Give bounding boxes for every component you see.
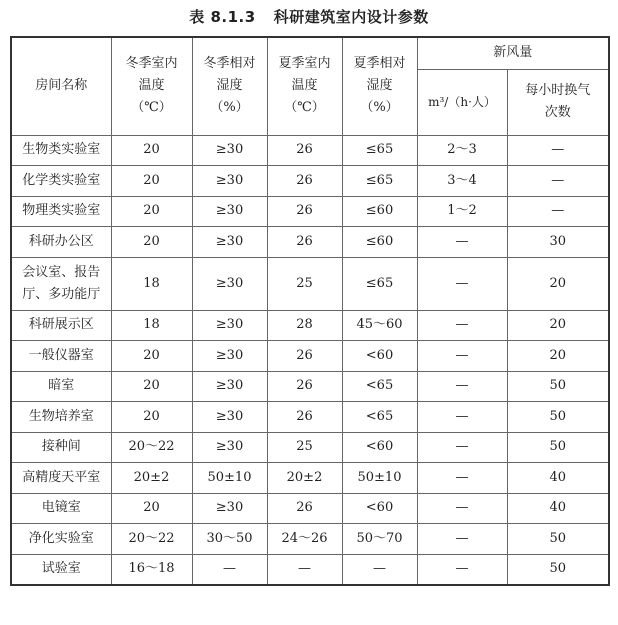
cell-summer-temp: 25 (267, 257, 342, 310)
cell-air-changes: 20 (507, 341, 609, 372)
cell-winter-temp: 20 (111, 135, 192, 166)
cell-summer-humidity: 50～70 (342, 524, 417, 555)
cell-winter-humidity: ≥30 (192, 196, 267, 227)
header-fresh-air: 新风量 (417, 37, 609, 69)
cell-summer-humidity: <65 (342, 402, 417, 433)
cell-winter-temp: 20～22 (111, 432, 192, 463)
cell-air-changes: 30 (507, 227, 609, 258)
table-row (11, 166, 609, 197)
table-header (11, 37, 609, 135)
table-row (11, 371, 609, 402)
cell-summer-humidity: ≤65 (342, 166, 417, 197)
table-row (11, 463, 609, 494)
cell-winter-temp: 20 (111, 196, 192, 227)
cell-fresh-air-per-person: — (417, 257, 507, 310)
cell-summer-temp: — (267, 554, 342, 585)
table-row (11, 310, 609, 341)
cell-summer-humidity: <60 (342, 432, 417, 463)
cell-room-name: 生物类实验室 (11, 135, 111, 166)
cell-summer-humidity: 50±10 (342, 463, 417, 494)
table-row (11, 196, 609, 227)
cell-summer-humidity: ≤60 (342, 227, 417, 258)
cell-summer-temp: 20±2 (267, 463, 342, 494)
cell-summer-temp: 28 (267, 310, 342, 341)
cell-winter-temp: 20 (111, 493, 192, 524)
cell-air-changes: — (507, 196, 609, 227)
cell-room-name: 电镜室 (11, 493, 111, 524)
table-row (11, 257, 609, 310)
cell-air-changes: 50 (507, 402, 609, 433)
table-row (11, 493, 609, 524)
cell-winter-temp: 20 (111, 341, 192, 372)
cell-summer-temp: 26 (267, 402, 342, 433)
cell-air-changes: 20 (507, 257, 609, 310)
cell-winter-temp: 16～18 (111, 554, 192, 585)
cell-winter-humidity: ≥30 (192, 310, 267, 341)
cell-fresh-air-per-person: — (417, 310, 507, 341)
cell-summer-temp: 26 (267, 196, 342, 227)
cell-room-name: 接种间 (11, 432, 111, 463)
cell-winter-temp: 20～22 (111, 524, 192, 555)
cell-winter-humidity: ≥30 (192, 402, 267, 433)
cell-room-name: 科研展示区 (11, 310, 111, 341)
header-room-name: 房间名称 (11, 37, 111, 135)
cell-room-name: 化学类实验室 (11, 166, 111, 197)
cell-winter-temp: 20±2 (111, 463, 192, 494)
cell-summer-temp: 24～26 (267, 524, 342, 555)
cell-air-changes: 50 (507, 554, 609, 585)
header-winter-humidity: 冬季相对 湿度 （%） (192, 37, 267, 135)
cell-air-changes: 50 (507, 432, 609, 463)
header-summer-temp: 夏季室内 温度 （℃） (267, 37, 342, 135)
cell-room-name: 会议室、报告 厅、多功能厅 (11, 257, 111, 310)
design-parameters-table (10, 36, 610, 586)
cell-air-changes: 50 (507, 524, 609, 555)
cell-air-changes: — (507, 135, 609, 166)
cell-summer-humidity: — (342, 554, 417, 585)
cell-room-name: 生物培养室 (11, 402, 111, 433)
table-row (11, 524, 609, 555)
cell-summer-humidity: ≤65 (342, 257, 417, 310)
cell-room-name: 科研办公区 (11, 227, 111, 258)
cell-winter-humidity: ≥30 (192, 432, 267, 463)
cell-room-name: 暗室 (11, 371, 111, 402)
cell-fresh-air-per-person: — (417, 227, 507, 258)
header-air-changes: 每小时换气 次数 (507, 69, 609, 135)
cell-winter-humidity: ≥30 (192, 135, 267, 166)
cell-winter-humidity: 50±10 (192, 463, 267, 494)
table-body (11, 135, 609, 585)
table-row (11, 432, 609, 463)
cell-fresh-air-per-person: — (417, 463, 507, 494)
header-summer-humidity: 夏季相对 湿度 （%） (342, 37, 417, 135)
table-caption: 科研建筑室内设计参数 (273, 8, 429, 26)
cell-summer-temp: 26 (267, 135, 342, 166)
cell-summer-humidity: 45～60 (342, 310, 417, 341)
cell-winter-humidity: ≥30 (192, 341, 267, 372)
cell-summer-humidity: <60 (342, 341, 417, 372)
cell-room-name: 一般仪器室 (11, 341, 111, 372)
cell-fresh-air-per-person: 1～2 (417, 196, 507, 227)
cell-room-name: 高精度天平室 (11, 463, 111, 494)
header-winter-temp: 冬季室内 温度 （℃） (111, 37, 192, 135)
cell-fresh-air-per-person: — (417, 371, 507, 402)
table-title (0, 6, 618, 27)
cell-fresh-air-per-person: — (417, 554, 507, 585)
cell-room-name: 物理类实验室 (11, 196, 111, 227)
cell-summer-temp: 26 (267, 341, 342, 372)
cell-air-changes: — (507, 166, 609, 197)
cell-winter-humidity: ≥30 (192, 371, 267, 402)
cell-air-changes: 40 (507, 493, 609, 524)
cell-winter-humidity: — (192, 554, 267, 585)
cell-summer-humidity: <65 (342, 371, 417, 402)
cell-winter-temp: 20 (111, 166, 192, 197)
cell-winter-humidity: 30～50 (192, 524, 267, 555)
cell-fresh-air-per-person: 3～4 (417, 166, 507, 197)
cell-winter-humidity: ≥30 (192, 257, 267, 310)
cell-winter-temp: 20 (111, 371, 192, 402)
table-row (11, 341, 609, 372)
cell-room-name: 净化实验室 (11, 524, 111, 555)
table-number: 表 8.1.3 (189, 8, 256, 26)
cell-winter-temp: 20 (111, 402, 192, 433)
table-row (11, 227, 609, 258)
cell-summer-temp: 25 (267, 432, 342, 463)
cell-winter-temp: 18 (111, 310, 192, 341)
cell-winter-temp: 20 (111, 227, 192, 258)
table-row (11, 135, 609, 166)
cell-air-changes: 20 (507, 310, 609, 341)
cell-room-name: 试验室 (11, 554, 111, 585)
table-row (11, 402, 609, 433)
cell-fresh-air-per-person: — (417, 402, 507, 433)
table-row (11, 554, 609, 585)
cell-fresh-air-per-person: — (417, 341, 507, 372)
cell-air-changes: 50 (507, 371, 609, 402)
cell-summer-humidity: <60 (342, 493, 417, 524)
cell-summer-temp: 26 (267, 227, 342, 258)
cell-winter-humidity: ≥30 (192, 493, 267, 524)
cell-summer-temp: 26 (267, 371, 342, 402)
header-fresh-air-per-person: m³/（h·人） (417, 69, 507, 135)
cell-fresh-air-per-person: — (417, 493, 507, 524)
cell-fresh-air-per-person: — (417, 432, 507, 463)
cell-summer-humidity: ≤65 (342, 135, 417, 166)
cell-fresh-air-per-person: — (417, 524, 507, 555)
cell-winter-humidity: ≥30 (192, 166, 267, 197)
cell-winter-humidity: ≥30 (192, 227, 267, 258)
cell-summer-humidity: ≤60 (342, 196, 417, 227)
cell-fresh-air-per-person: 2～3 (417, 135, 507, 166)
cell-summer-temp: 26 (267, 166, 342, 197)
cell-air-changes: 40 (507, 463, 609, 494)
cell-winter-temp: 18 (111, 257, 192, 310)
cell-summer-temp: 26 (267, 493, 342, 524)
